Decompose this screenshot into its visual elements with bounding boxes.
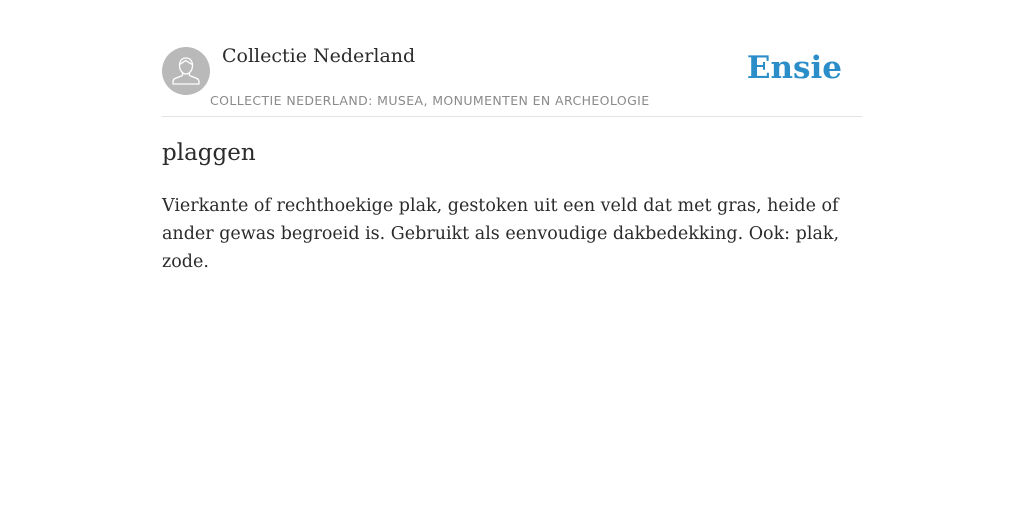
user-silhouette-icon — [162, 47, 210, 95]
brand-logo[interactable]: Ensie — [746, 50, 842, 86]
author-name[interactable]: Collectie Nederland — [222, 45, 416, 67]
entry-definition: Vierkante of rechthoekige plak, gestoken uit een veld dat met gras, heide of ander gewas begroeid is. Gebruikt als eenvoudige dakbedekking. Ook: plak, zode. — [162, 196, 840, 272]
avatar[interactable] — [162, 47, 210, 95]
card-header — [162, 0, 862, 117]
definition-card — [162, 0, 862, 272]
source-label[interactable]: COLLECTIE NEDERLAND: MUSEA, MONUMENTEN EN ARCHEOLOGIE — [210, 93, 650, 108]
entry-term: plaggen — [162, 140, 256, 166]
